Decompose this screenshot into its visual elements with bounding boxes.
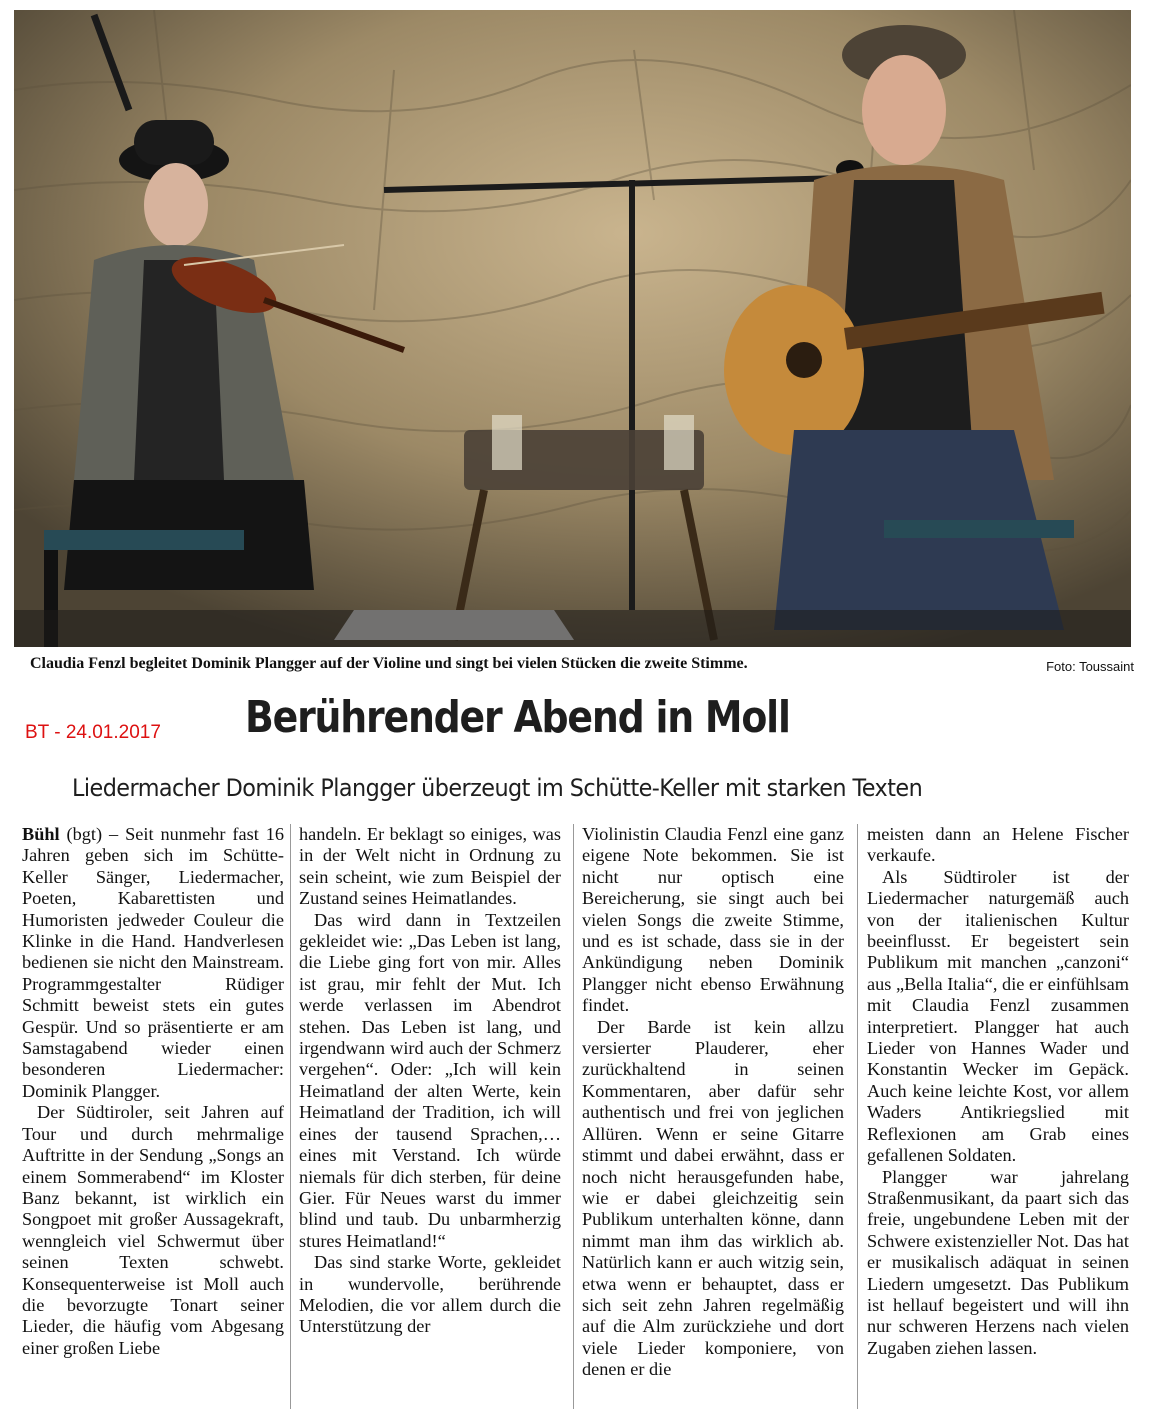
column-divider <box>857 824 858 1409</box>
article-column-4 <box>867 824 1129 1414</box>
concert-photo-illustration <box>14 10 1131 647</box>
subheadline: Liedermacher Dominik Plangger überzeugt im Schütte-Keller mit starken Texten <box>72 774 923 802</box>
paragraph <box>22 824 284 1102</box>
article-column-3 <box>582 824 844 1414</box>
column-divider <box>290 824 291 1409</box>
photo-caption: Claudia Fenzl begleitet Dominik Plangger auf der Violine und singt bei vielen Stücken die zweite Stimme. <box>30 655 748 672</box>
paragraph: Plangger war jahrelang Straßenmusikant, da paart sich das freie, ungebundene Leben mit der Schwere existenzieller Not. Das hat er musikalisch adäquat in seinen Liedern umgesetzt. Das Publikum ist hellauf begeistert und will ihn nur schweren Herzens nach vielen Zugaben ziehen lassen. <box>867 1166 1129 1358</box>
paragraph: meisten dann an Helene Fischer verkaufe. <box>867 824 1129 866</box>
article-column-1 <box>22 824 284 1414</box>
paragraph: Violinistin Claudia Fenzl eine ganz eigene Note bekommen. Sie ist nicht nur optisch eine Bereicherung, sie singt auch bei vielen Songs die zweite Stimme, und es ist schade, dass sie in der Ankündigung neben Dominik Plangger nicht ebenso Erwähnung findet. <box>582 824 844 1016</box>
column-divider <box>573 824 574 1409</box>
paragraph: Das sind starke Worte, gekleidet in wundervolle, berührende Melodien, die vor allem durch die Unterstützung der <box>299 1252 561 1337</box>
article-column-2 <box>299 824 561 1414</box>
paragraph: Der Südtiroler, seit Jahren auf Tour und durch mehrmalige Auftritte in der Sendung „Songs an einem Sommerabend“ im Kloster Banz bekannt, ist wirklich ein Songpoet mit großer Aussagekraft, wenngleich viel Schwermut über seinen Texten schwebt. Konsequenterweise ist Moll auch die bevorzugte Tonart seiner Lieder, die häufig vom Abgesang einer großen Liebe <box>22 1102 284 1358</box>
article-body <box>22 824 1142 1414</box>
date-stamp: BT - 24.01.2017 <box>25 722 161 743</box>
paragraph-text: (bgt) – Seit nunmehr fast 16 Jahren geben sich im Schütte-Keller Sänger, Liedermacher, Poeten, Kabarettisten und Humoristen jedweder Couleur die Klinke in die Hand. Handverlesen bedienen sie nicht den Mainstream. Programmgestalter Rüdiger Schmitt beweist stets ein gutes Gespür. Und so präsentierte er am Samstagabend wieder einen besonderen Liedermacher: Dominik Plangger. <box>22 824 284 1101</box>
paragraph: Als Südtiroler ist der Liedermacher naturgemäß auch von der italienischen Kultur beeinflusst. Er begeistert sein Publikum mit manchen „canzoni“ aus „Bella Italia“, die er einfühlsam mit Claudia Fenzl zusammen interpretiert. Plangger hat auch Lieder von Hannes Wader und Konstantin Wecker im Gepäck. Auch keine leichte Kost, vor allem Waders Antikriegslied mit Reflexionen am Grab eines gefallenen Soldaten. <box>867 866 1129 1166</box>
photo-credit: Foto: Toussaint <box>1046 659 1134 674</box>
dateline: Bühl <box>22 824 60 844</box>
headline: Berührender Abend in Moll <box>245 692 790 743</box>
paragraph: handeln. Er beklagt so einiges, was in der Welt nicht in Ordnung zu sein scheint, wie zum Beispiel der Zustand seines Heimatlandes. <box>299 824 561 909</box>
paragraph: Das wird dann in Textzeilen gekleidet wie: „Das Leben ist lang, die Liebe ging fort von mir. Alles ist grau, mir fehlt der Mut. Ich werde verlassen im Abendrot stehen. Das Leben ist lang, und irgendwann wird auch der Schmerz vergehen“. Oder: „Ich will kein Heimatland der alten Werte, kein Heimatland der Tradition, ich will eines der tausend Sprachen,… eines mit Verstand. Ich würde niemals für dich sterben, für deine Gier. Für Neues warst du immer blind und taub. Du unbarmherzig stures Heimatland!“ <box>299 909 561 1251</box>
paragraph: Der Barde ist kein allzu versierter Plauderer, eher zurückhaltend in seinen Kommentaren, aber dafür sehr authentisch und frei von jeglichen Allüren. Wenn er seine Gitarre stimmt und dabei erwähnt, dass er noch nicht herausgefunden habe, wie er dabei gleichzeitig sein Publikum unterhalten könne, dann nimmt man ihm das wirklich ab. Natürlich kann er auch witzig sein, etwa wenn er behauptet, dass er sich seit zehn Jahren regelmäßig auf die Alm zurückziehe und dort viele Lieder komponiere, von denen er die <box>582 1016 844 1380</box>
concert-photo <box>14 10 1131 647</box>
